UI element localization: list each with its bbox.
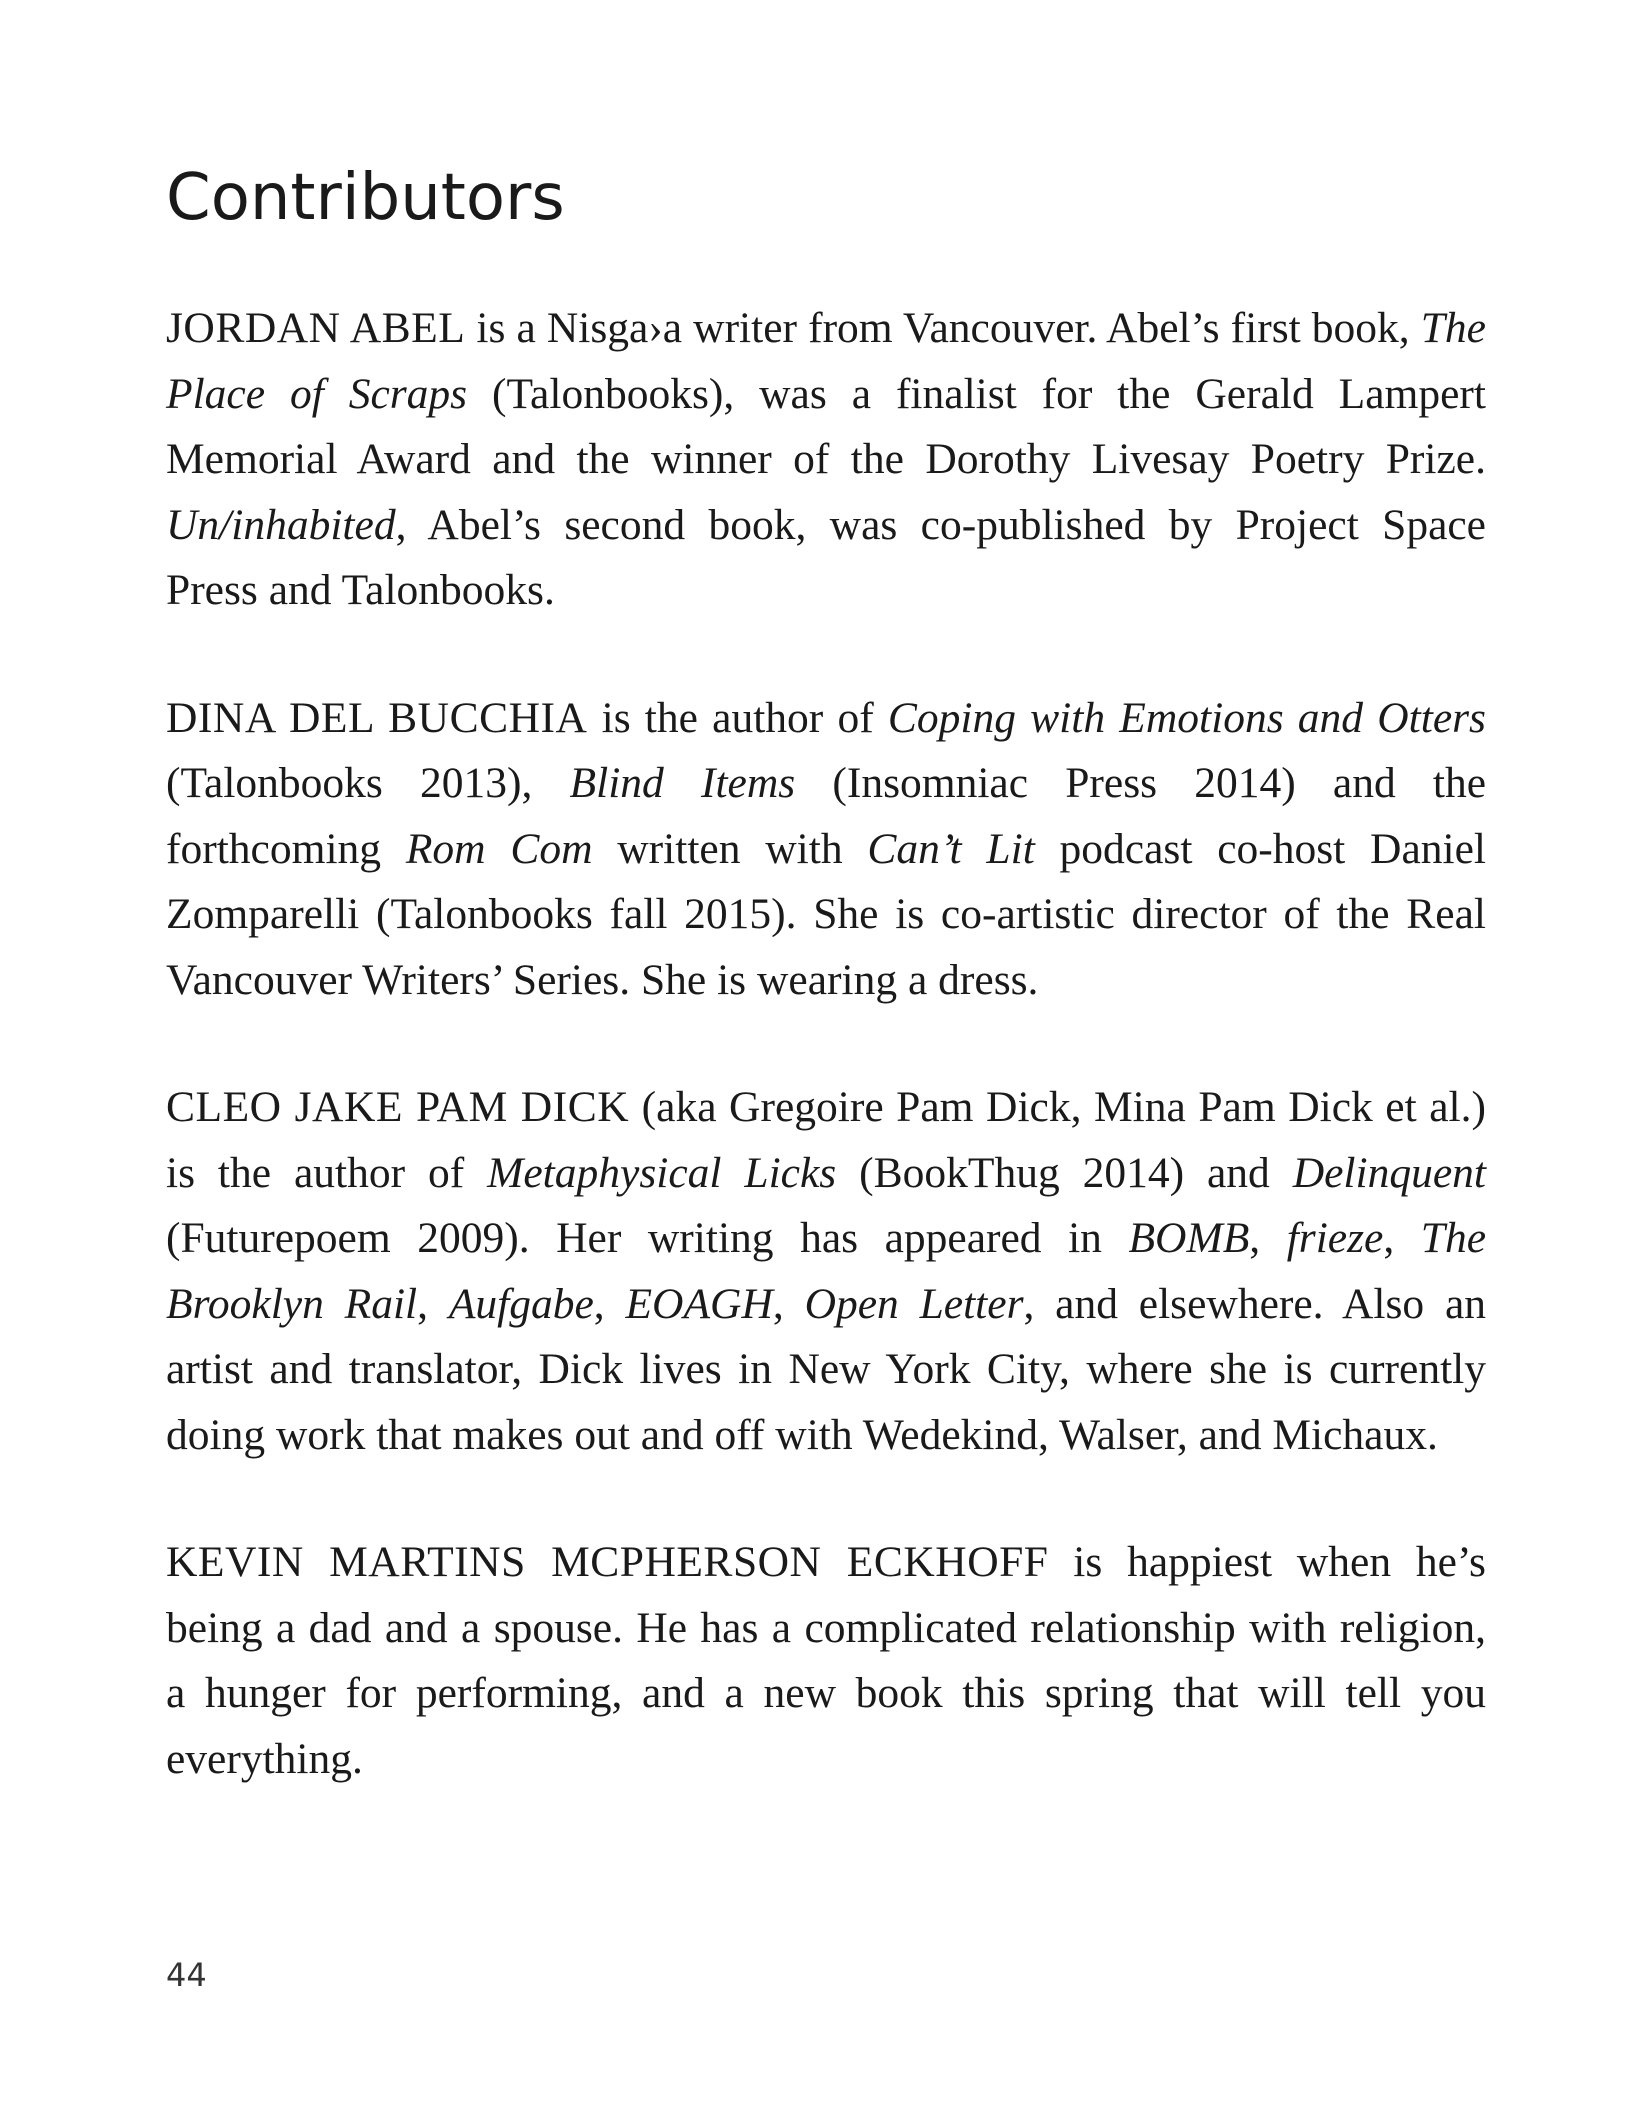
- bio-text: (BookThug 2014) and: [836, 1148, 1293, 1197]
- bio-text: podcast co-host Daniel Zomparelli (Talonbooks fall 2015). She is co-artistic director of the Real Vancouver Writers’ Series. She is wearing a dress.: [166, 824, 1486, 1004]
- contributor-name: JORDAN ABEL: [166, 304, 466, 352]
- publication-title: frieze: [1286, 1214, 1384, 1262]
- book-title: Un/inhabited: [166, 500, 396, 549]
- bio-text: (Talonbooks 2013),: [166, 759, 570, 807]
- publication-title: BOMB: [1128, 1214, 1250, 1262]
- contributor-entry-jordan-abel: [166, 296, 1486, 624]
- contributor-entry-dina-del-bucchia: [166, 686, 1486, 1014]
- page-number: 44: [166, 1956, 207, 1994]
- bio-text: is happiest when he’s being a dad and a spouse. He has a complicated relationship with religion, a hunger for performing, and a new book this spring that will tell you everything.: [166, 1538, 1486, 1783]
- bio-text: (Futurepoem 2009). Her writing has appeared in: [166, 1214, 1129, 1262]
- contributor-list: [166, 296, 1486, 1854]
- bio-text: ,: [1383, 1214, 1421, 1262]
- contributor-name: KEVIN MARTINS MCPHERSON ECKHOFF: [166, 1538, 1049, 1586]
- bio-text: (aka Gregoire Pam Dick, Mina Pam Dick et al.) is the author of: [166, 1083, 1486, 1197]
- bio-text: ,: [1249, 1214, 1287, 1262]
- publication-title: The Brooklyn Rail: [166, 1214, 1487, 1328]
- publication-title: EOAGH: [625, 1279, 773, 1328]
- contributor-name: CLEO JAKE PAM DICK: [166, 1083, 630, 1131]
- book-title: Delinquent: [1292, 1148, 1486, 1197]
- publication-title: Aufgabe: [448, 1279, 594, 1328]
- contributor-name: DINA DEL BUCCHIA: [166, 693, 588, 742]
- contributor-entry-kevin-eckhoff: [166, 1530, 1486, 1792]
- bio-text: ,: [772, 1279, 805, 1328]
- bio-text: is the author of: [587, 693, 888, 742]
- book-title: Coping with Emotions and Otters: [887, 693, 1486, 742]
- book-title: Blind Items: [569, 759, 796, 807]
- bio-text: , Abel’s second book, was co-published by Project Space Press and Talonbooks.: [166, 500, 1486, 614]
- bio-text: written with: [592, 824, 868, 873]
- podcast-title: Can’t Lit: [867, 824, 1035, 873]
- bio-text: , and elsewhere. Also an artist and translator, Dick lives in New York City, where she is currently doing work that makes out and off with Wedekind, Walser, and Michaux.: [166, 1279, 1487, 1459]
- book-title: Rom Com: [405, 824, 593, 873]
- bio-text: (Talonbooks), was a finalist for the Gerald Lampert Memorial Award and the winner of the Dorothy Livesay Poetry Prize.: [166, 369, 1486, 483]
- book-title: Metaphysical Licks: [487, 1148, 837, 1197]
- bio-text: ,: [593, 1279, 626, 1328]
- bio-text: ,: [417, 1279, 449, 1328]
- publication-title: Open Letter: [804, 1279, 1024, 1328]
- contributor-entry-cleo-jake-pam-dick: [166, 1075, 1486, 1468]
- bio-text: (Insomniac Press 2014) and the forthcoming: [166, 759, 1487, 873]
- book-title: The Place of Scraps: [166, 304, 1486, 418]
- bio-text: is a Nisga›a writer from Vancouver. Abel’s first book,: [465, 304, 1421, 352]
- page-title: Contributors: [166, 161, 565, 235]
